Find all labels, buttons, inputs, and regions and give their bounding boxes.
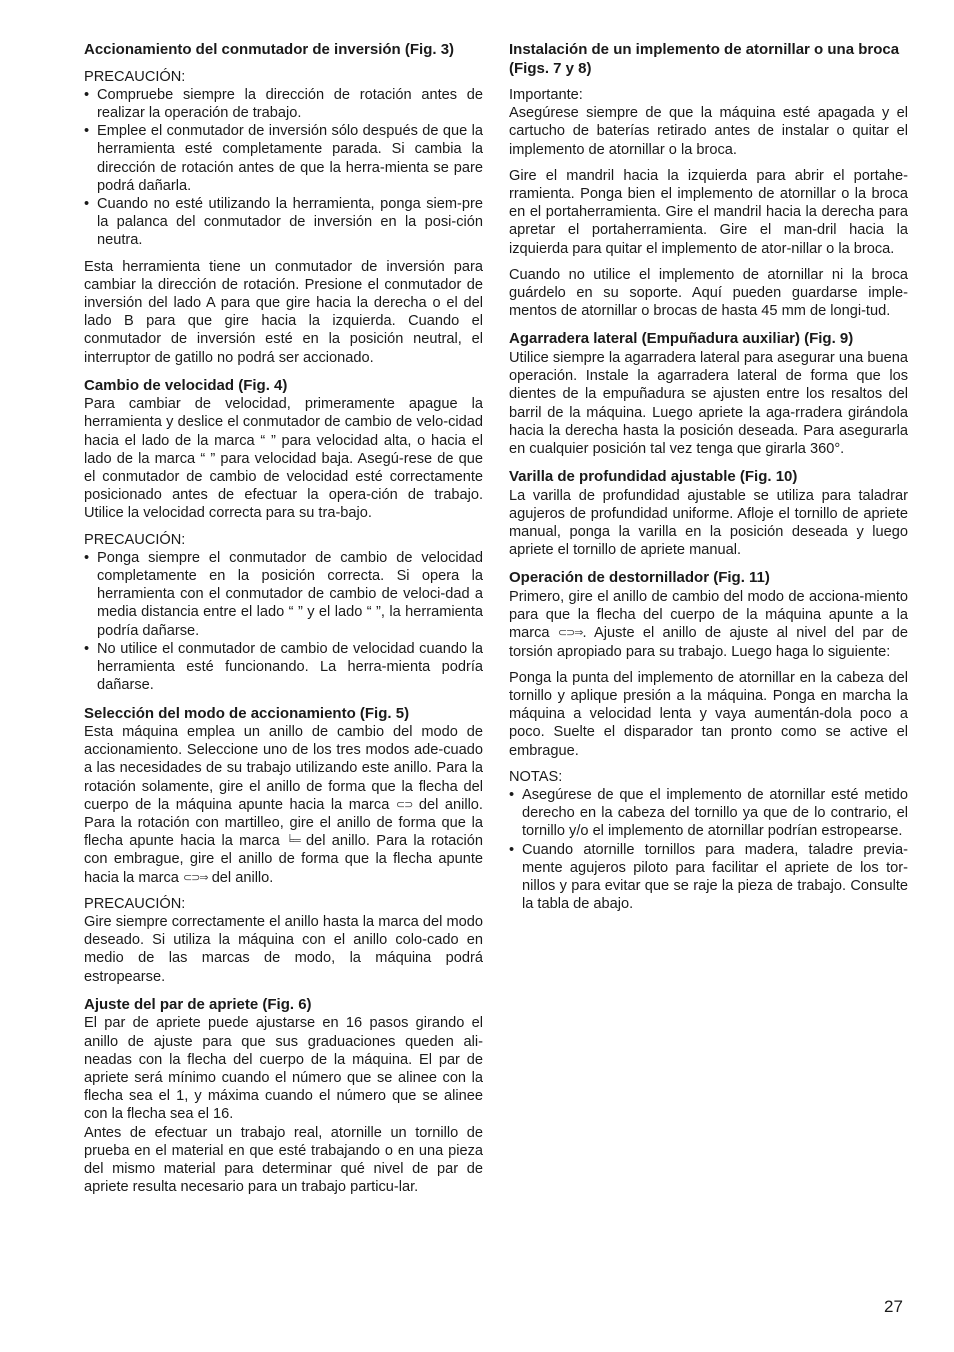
section-title: Varilla de profundidad ajustable (Fig. 10)	[509, 468, 798, 486]
paragraph: Cuando no utilice el implemento de atornillar ni la broca guárdelo en su soporte. Aquí pueden guardarse imple-mentos de atornillar o brocas de hasta 45 mm de longi-tud.	[509, 266, 908, 320]
section-side-handle	[509, 330, 908, 458]
section-depth-rod	[509, 468, 908, 559]
clutch-mode-icon: ⊂⊃⇒	[182, 871, 208, 884]
caution-list	[84, 86, 483, 250]
caution-list	[84, 549, 483, 695]
paragraph: Utilice siempre la agarradera lateral para asegurar una buena operación. Instale la agarradera lateral de forma que los dientes de la empuñadura se ajusten entre los resaltos del barril de la máquina. Luego apriete la aga-rradera girándola hacia la derecha hasta la posición deseada. Para asegurarla en cualquier posición tal vez tenga que girarla 360°.	[509, 349, 908, 457]
notes-label: NOTAS:	[509, 768, 563, 785]
paragraph	[84, 723, 483, 887]
section-title: Accionamiento del conmutador de inversión (Fig. 3)	[84, 41, 455, 58]
section-title: Instalación de un implemento de atornillar o una broca (Figs. 7 y 8)	[509, 41, 900, 77]
paragraph: Para cambiar de velocidad, primeramente apague la herramienta y deslice el conmutador de cambio de velo-cidad hacia el lado de la marca “ ” para velocidad alta, o hacia el lado de la marca “ ” para velocidad baja. Asegú-rese de que el conmutador de cambio de velocidad esté correctamente posicionado antes de efectuar la opera-ción de trabajo. Utilice la velocidad correcta para su tra-bajo.	[84, 396, 483, 522]
list-item: • Emplee el conmutador de inversión sólo después de que la herramienta esté completamente parada. Si cambia la dirección de rotación antes de que la herra-mienta se pare podrá dañarla.	[84, 122, 483, 195]
notes-list	[509, 786, 908, 913]
paragraph: Esta herramienta tiene un conmutador de inversión para cambiar la dirección de rotación. Presione el conmutador de inversión del lado A para que gire hacia la derecha o el del lado B para que gire hacia la izquierda. Cuando el conmutador de inversión esté en la posición neutral, el interruptor de gatillo no podrá ser accionado.	[84, 258, 483, 366]
section-title: Agarradera lateral (Empuñadura auxiliar) (Fig. 9)	[509, 330, 854, 348]
caution-label: PRECAUCIÓN:	[84, 895, 186, 912]
section-speed-change	[84, 377, 483, 695]
paragraph: El par de apriete puede ajustarse en 16 pasos girando el anillo de ajuste para que sus graduaciones queden ali-neadas con la flecha del cuerpo de la máquina. El par de apriete será mínimo cuando el número que se alinee con la flecha sea el 1, y máxima cuando el número que se alinee con la flecha sea el 16.	[84, 1015, 483, 1123]
paragraph: La varilla de profundidad ajustable se utiliza para taladrar agujeros de profundidad uniforme. Afloje el tornillo de apriete manual, ponga la varilla en la posición deseada y luego apriete el tornillo de apriete manual.	[509, 487, 908, 559]
left-column	[84, 41, 483, 1206]
paragraph: Antes de efectuar un trabajo real, atornille un tornillo de prueba en el material en que esté trabajando o en una pieza del mismo material para determinar qué nivel de par de apriete resulta necesario para un trabajo particu-lar.	[84, 1124, 483, 1196]
section-screwdriver-operation	[509, 569, 908, 913]
page-number: 27	[884, 1297, 903, 1316]
caution-label: PRECAUCIÓN:	[84, 531, 186, 548]
section-bit-installation	[509, 41, 908, 320]
paragraph	[509, 588, 908, 661]
paragraph-text: del anillo. Para la rotación con martilleo, gire el anillo de forma que la flecha apunte hacia la marca	[84, 796, 483, 850]
list-item: • Compruebe siempre la dirección de rotación antes de realizar la operación de trabajo.	[84, 86, 483, 122]
section-title: Operación de destornillador (Fig. 11)	[509, 569, 770, 587]
paragraph: Gire el mandril hacia la izquierda para abrir el portahe-rramienta. Ponga bien el implemento de atornillar o la broca en el portaherramienta. Gire el mandril hacia la derecha para apretar el portaherramienta. Gire el man-dril hacia la izquierda para quitar el implemento de ator-nillar o la broca.	[509, 167, 908, 257]
important-label: Importante:	[509, 87, 583, 103]
paragraph: Gire siempre correctamente el anillo hasta la marca del modo deseado. Si utiliza la máquina con el anillo colo-cado en medio de las marcas de modo, la máquina podrá estropearse.	[84, 914, 483, 985]
list-item: • Ponga siempre el conmutador de cambio de velocidad completamente en la posición correcta. Si opera la herramienta con el conmutador de cambio de veloci-dad a media distancia entre el lado “ ” y el lado “ ”, la herramienta podría dañarse.	[84, 549, 483, 640]
list-item: • Asegúrese de que el implemento de atornillar esté metido derecho en la cabeza del tornillo ya que de lo contrario, el tornillo y/o el implemento de atornillar podrían estropearse.	[509, 786, 908, 841]
section-title: Cambio de velocidad (Fig. 4)	[84, 376, 288, 394]
section-title: Selección del modo de accionamiento (Fig. 5)	[84, 704, 410, 722]
paragraph-text: Esta máquina emplea un anillo de cambio del modo de accionamiento. Seleccione uno de los tres modos ade-cuado a las necesidades de su trabajo utilizando este anillo. Para la rotación solamente, gire el anillo de forma que la flecha del cuerpo de la máquina apunte hacia la marca	[84, 724, 483, 813]
clutch-mode-icon: ⊂⊃⇒	[557, 627, 583, 640]
paragraph: Ponga la punta del implemento de atornillar en la cabeza del tornillo y aplique presión a la máquina. Ponga en marcha la máquina a velocidad lenta y vaya aumentán-dola poco a poco. Suelte el disparador tan pronto como se active el embrague.	[509, 669, 908, 759]
section-title: Ajuste del par de apriete (Fig. 6)	[84, 995, 312, 1013]
section-torque-adjust	[84, 996, 483, 1197]
paragraph-text: . Ajuste el anillo de ajuste al nivel del par de torsión apropiado para su trabajo. Luego haga lo siguiente:	[509, 625, 908, 660]
list-item: • Cuando no esté utilizando la herramienta, ponga siem-pre la palanca del conmutador de inversión en la posi-ción neutra.	[84, 195, 483, 250]
right-column	[509, 41, 908, 923]
paragraph: Asegúrese siempre de que la máquina esté apagada y el cartucho de baterías retirado antes de instalar o quitar el implemento de atornillar o la broca.	[509, 105, 908, 158]
section-action-mode	[84, 705, 483, 986]
paragraph-text: Primero, gire el anillo de cambio del modo de acciona-miento para que la flecha del cuerpo de la máquina apunte a la marca	[509, 588, 908, 642]
hammer-mode-icon: ╘═	[286, 835, 300, 848]
paragraph-text: del anillo. Para la rotación con embrague, gire el anillo de forma que la flecha apunte hacia la marca	[84, 833, 484, 886]
drill-rotation-icon: ⊂⊃	[395, 798, 413, 811]
list-item: • No utilice el conmutador de cambio de velocidad cuando la herramienta esté funcionando. La herra-mienta podría dañarse.	[84, 640, 483, 695]
caution-label: PRECAUCIÓN:	[84, 68, 186, 85]
paragraph-text: del anillo.	[211, 869, 274, 886]
list-item: • Cuando atornille tornillos para madera, taladre previa-mente agujeros piloto para facilitar el apriete de los tor-nillos y para evitar que se raje la pieza de trabajo. Consulte la tabla de abajo.	[509, 841, 908, 914]
section-reversing-switch	[84, 41, 483, 367]
